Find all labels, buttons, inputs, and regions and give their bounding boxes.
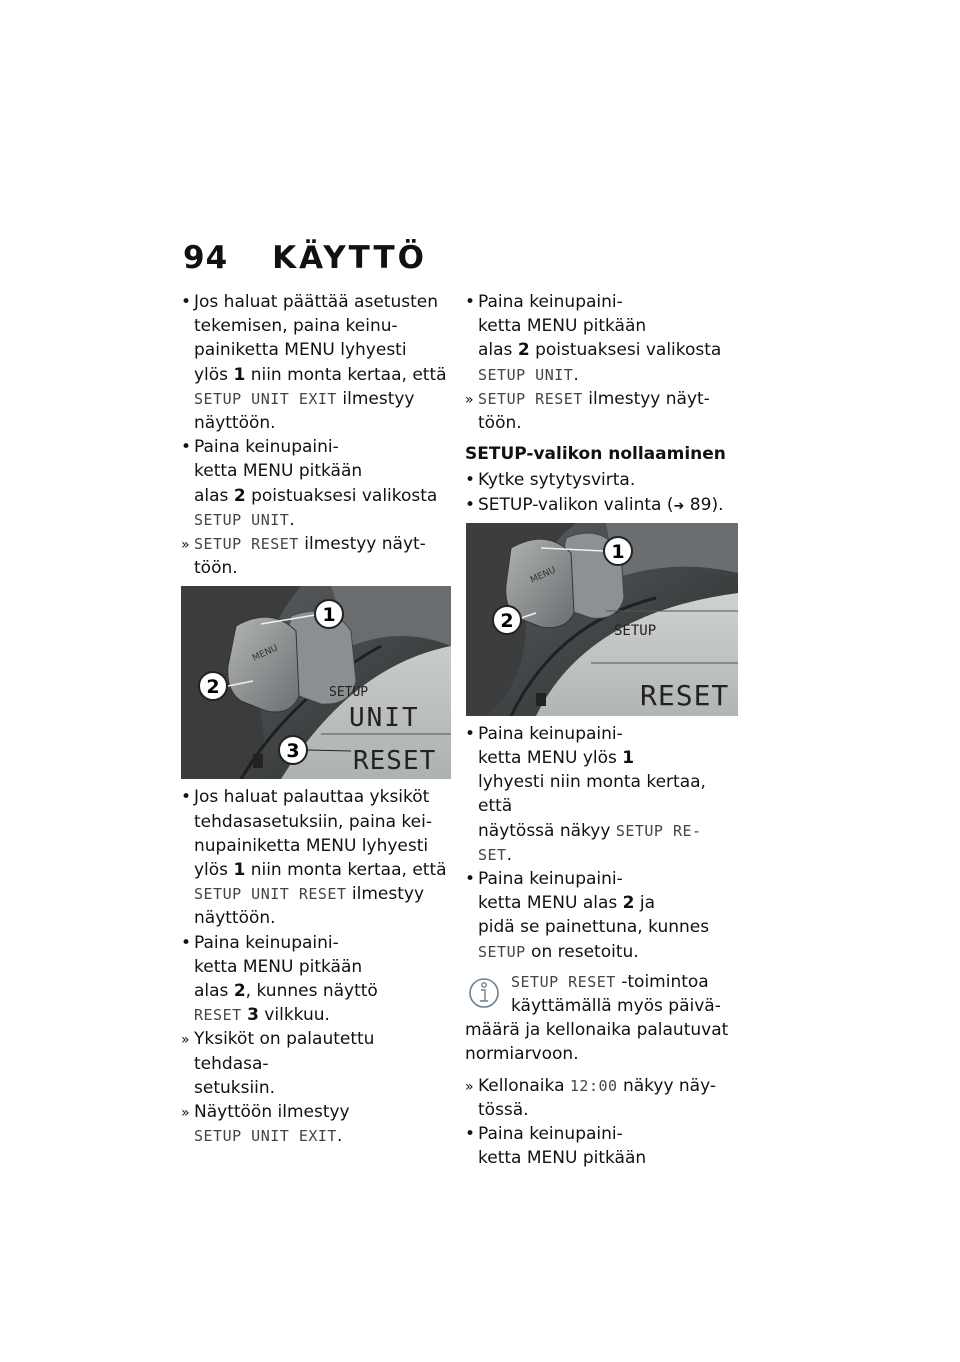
page-reference-arrow-icon: ➜ (673, 498, 685, 514)
result-step: » SETUP RESET ilmestyy näyt- töön. (181, 532, 453, 580)
bullet-step: • Paina keinupaini- ketta MENU alas 2 ja pidä se painettuna, kunnes SETUP on resetoitu. (465, 867, 740, 964)
handlebar-display-figure (181, 586, 451, 779)
bullet-icon (465, 867, 477, 891)
fuel-pump-icon (253, 754, 263, 768)
page-number: 94 (183, 240, 229, 276)
menu-button-label: MENU (529, 565, 558, 586)
result-arrow-icon (181, 1027, 193, 1052)
result-step: » Näyttöön ilmestyy SETUP UNIT EXIT. (181, 1100, 453, 1148)
chapter-title: KÄYTTÖ (272, 240, 427, 276)
bullet-icon (465, 290, 477, 314)
callout-3: 3 (286, 740, 300, 763)
right-column (465, 290, 740, 1170)
left-column (181, 290, 453, 1148)
callout-2: 2 (206, 676, 220, 699)
result-arrow-icon (465, 387, 477, 412)
bullet-step: • Paina keinupaini- ketta MENU pitkään alas 2 poistuaksesi valikosta SETUP UNIT. (465, 290, 740, 387)
callout-1: 1 (611, 540, 625, 563)
bullet-icon (181, 290, 193, 314)
result-arrow-icon (181, 532, 193, 557)
lcd-setup-text: SETUP (614, 622, 657, 639)
result-step: » Yksiköt on palautettu tehdasa- setuksiin. (181, 1027, 453, 1100)
handlebar-display-figure (466, 523, 738, 716)
bullet-step: • Kytke sytytysvirta. (465, 468, 740, 492)
bullet-icon (465, 493, 477, 517)
bullet-step: • Paina keinupaini- ketta MENU ylös 1 lyhyesti niin monta kertaa, että näytössä näkyy SETUP RE- SET. (465, 722, 740, 867)
result-arrow-icon (181, 1100, 193, 1125)
fuel-pump-icon (536, 693, 546, 706)
bullet-icon (465, 468, 477, 492)
menu-button-label: MENU (251, 643, 280, 665)
callout-2: 2 (500, 609, 514, 632)
info-note: SETUP RESET -toimintoa käyttämällä myös päivä- määrä ja kellonaika palautuvat normiarvoon. (465, 971, 729, 1065)
bullet-step: • Jos haluat päättää asetusten tekemisen, paina keinu- painiketta MENU lyhyesti ylös 1 niin monta kertaa, että SETUP UNIT EXIT ilmestyy näyttöön. (181, 290, 453, 435)
page-reference[interactable]: 89 (689, 494, 712, 515)
bullet-icon (181, 435, 193, 459)
bullet-icon (465, 722, 477, 746)
bullet-step: • Paina keinupaini- ketta MENU pitkään (465, 1122, 740, 1170)
bullet-icon (181, 785, 193, 809)
bullet-step: • Paina keinupaini- ketta MENU pitkään alas 2, kunnes näyttö RESET 3 vilkkuu. (181, 931, 453, 1028)
lcd-reset-text: RESET (640, 678, 730, 712)
bullet-icon (465, 1122, 477, 1146)
lcd-unit-text: UNIT (349, 703, 420, 734)
lcd-reset-text: RESET (353, 746, 437, 777)
bullet-step: • SETUP-valikon valinta (➜ 89). (465, 493, 740, 519)
bullet-step: • Jos haluat palauttaa yksiköt tehdasasetuksiin, paina kei- nupainiketta MENU lyhyesti ylös 1 niin monta kertaa, että SETUP UNIT RESET ilmestyy näyttöön. (181, 785, 453, 930)
bullet-step: • Paina keinupaini- ketta MENU pitkään alas 2 poistuaksesi valikosta SETUP UNIT. (181, 435, 453, 532)
section-heading: SETUP-valikon nollaaminen (465, 444, 726, 465)
page-header (183, 240, 427, 280)
bullet-icon (181, 931, 193, 955)
result-arrow-icon (465, 1074, 477, 1099)
result-step: » Kellonaika 12:00 näkyy näy- tössä. (465, 1074, 740, 1122)
info-icon (469, 975, 503, 1009)
result-step: » SETUP RESET ilmestyy näyt- töön. (465, 387, 740, 435)
lcd-setup-text: SETUP (329, 685, 369, 701)
callout-1: 1 (322, 604, 336, 627)
